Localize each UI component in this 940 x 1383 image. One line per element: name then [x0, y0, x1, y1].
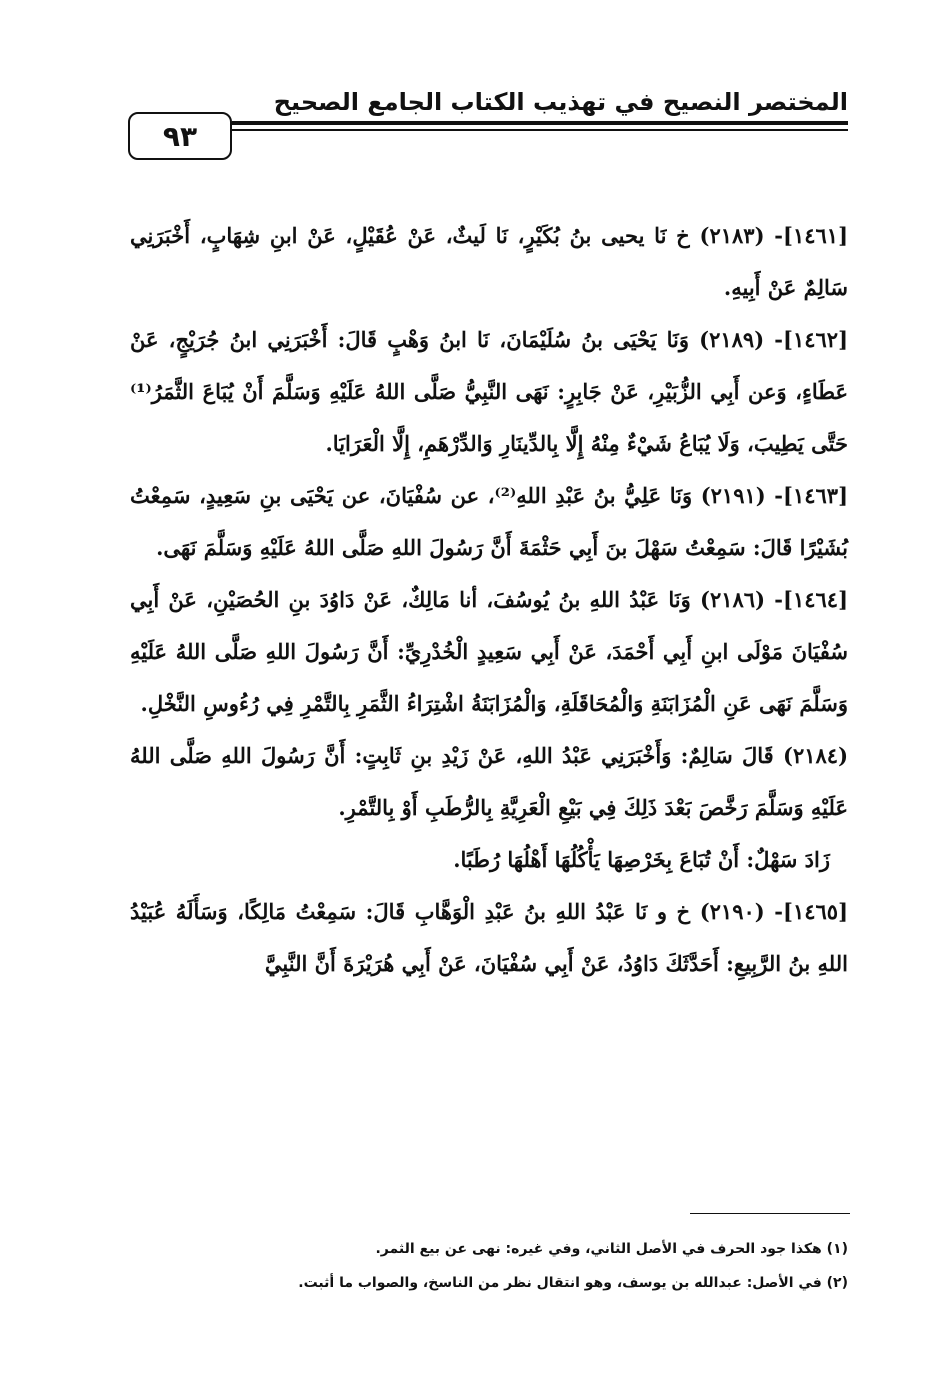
hadith-1461: [١٤٦١]- (٢١٨٣) خ نَا يحيى بنُ بُكَيْرٍ، نَا لَيثٌ، عَنْ عُقَيْلٍ، عَنْ ابنِ شِهَابٍ، أَخْبَرَنِي سَالِمٌ عَنْ أَبِيهِ.	[130, 223, 848, 300]
header-rule-thin	[232, 129, 848, 131]
footnote-2: (٢) في الأصل: عبدالله بن يوسف، وهو انتقال نظر من الناسخ، والصواب ما أثبت.	[298, 1275, 848, 1291]
sahl-addition: زَادَ سَهْلٌ: أَنْ تُبَاعَ بِخَرْصِهَا يَأْكُلُهَا أَهْلُهَا رُطَبًا.	[453, 847, 830, 872]
footnotes	[130, 1232, 848, 1300]
footnote-separator	[690, 1213, 850, 1214]
running-header-title: المختصر النصيح في تهذيب الكتاب الجامع الصحيح	[273, 88, 848, 116]
page-number-box	[128, 112, 232, 160]
hadith-2184: (٢١٨٤) قَالَ سَالِمٌ: وَأَخْبَرَنِي عَبْدُ اللهِ، عَنْ زَيْدِ بنِ ثَابِتٍ: أَنَّ رَسُولَ اللهِ صَلَّى اللهُ عَلَيْهِ وَسَلَّمَ رَخَّصَ بَعْدَ ذَلِكَ فِي بَيْعِ الْعَرِيَّةِ بِالرُّطَبِ أَوْ بِالتَّمْرِ.	[130, 743, 848, 820]
hadith-1464: [١٤٦٤]- (٢١٨٦) وَنَا عَبْدُ اللهِ بنُ يُوسُفَ، أنا مَالِكٌ، عَنْ دَاوُدَ بنِ الحُصَيْنِ، عَنْ أَبِي سُفْيَانَ مَوْلَى ابنِ أَبِي أَحْمَدَ، عَنْ أَبِي سَعِيدٍ الْخُدْرِيِّ: أَنَّ رَسُولَ اللهِ صَلَّى اللهُ عَلَيْهِ وَسَلَّمَ نَهَى عَنِ الْمُزَابَنَةِ وَالْمُحَاقَلَةِ، وَالْمُزَابَنَةُ اشْتِرَاءُ الثَّمَرِ بِالتَّمْرِ فِي رُءُوسِ النَّخْلِ.	[130, 587, 848, 716]
hadith-1465: [١٤٦٥]- (٢١٩٠) خ و نَا عَبْدُ اللهِ بنُ عَبْدِ الْوَهَّابِ قَالَ: سَمِعْتُ مَالِكًا، وَسَأَلَهُ عُبَيْدُ اللهِ بنُ الرَّبِيعِ: أَحَدَّثَكَ دَاوُدُ، عَنْ أَبِي سُفْيَانَ، عَنْ أَبِي هُرَيْرَةَ أَنَّ النَّبِيَّ	[130, 899, 849, 976]
hadith-1463: [١٤٦٣]- (٢١٩١) وَنَا عَلِيُّ بنُ عَبْدِ اللهِ⁽²⁾، عن سُفْيَانَ، عن يَحْيَى بنِ سَعِيدٍ، سَمِعْتُ بُشَيْرًا قَالَ: سَمِعْتُ سَهْلَ بنَ أَبِي حَثْمَةَ أَنَّ رَسُولَ اللهِ صَلَّى اللهُ عَلَيْهِ وَسَلَّمَ نَهَى.	[130, 483, 849, 560]
hadith-1462: [١٤٦٢]- (٢١٨٩) وَنَا يَحْيَى بنُ سُلَيْمَانَ، نَا ابنُ وَهْبٍ قَالَ: أَخْبَرَنِي ابنُ جُرَيْجٍ، عَنْ عَطَاءٍ، وَعن أَبِي الزُّبَيْرِ، عَنْ جَابِرٍ: نَهَى النَّبِيُّ صَلَّى اللهُ عَلَيْهِ وَسَلَّمَ أَنْ يُبَاعَ الثَّمَرُ⁽¹⁾ حَتَّى يَطِيبَ، وَلَا يُبَاعُ شَيْءٌ مِنْهُ إِلَّا بِالدِّينَارِ وَالدِّرْهَمِ، إِلَّا الْعَرَايَا.	[130, 327, 848, 456]
main-text	[130, 210, 848, 990]
header-rule	[232, 121, 848, 125]
page-number: ٩٣	[162, 119, 198, 153]
footnote-1: (١) هكذا جود الحرف في الأصل الثاني، وفي غيره: نهى عن بيع الثمر.	[375, 1241, 848, 1257]
